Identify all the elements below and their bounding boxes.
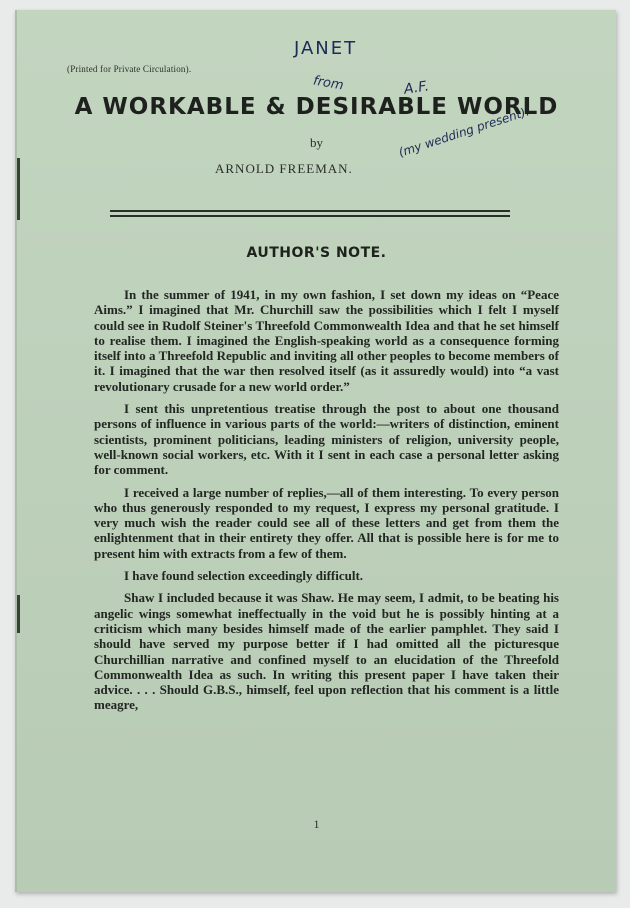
handwritten-note: (my wedding present). xyxy=(396,104,531,160)
author-name: ARNOLD FREEMAN. xyxy=(215,161,353,176)
paragraph: I sent this unpretentious treatise through the post to about one thousand persons of influence in various parts of the world:—writers of distinction, eminent scientists, prominent politicians, leading ministers of religion, university people, well-known social workers, etc. With it I sent in each case a personal letter asking for comment. xyxy=(94,401,559,478)
byline: by xyxy=(310,135,323,150)
handwritten-name: JANET xyxy=(294,38,358,59)
paragraph: In the summer of 1941, in my own fashion, I set down my ideas on “Peace Aims.” I imagined that Mr. Churchill saw the possibilities which I felt I myself could see in Rudolf Steiner's Threefold Commonwealth Idea and that he set himself to realise them. I imagined the English-speaking world as a consequence forming itself into a Threefold Republic and inviting all other peoples to become members of it. I imagined that the war then resolved itself (as it assuredly would) into “a vast revolutionary crusade for a new world order.” xyxy=(94,287,559,394)
authors-note-heading: AUTHOR'S NOTE. xyxy=(246,245,387,261)
paragraph: Shaw I included because it was Shaw. He may seem, I admit, to be beating his angelic wings somewhat ineffectually in the void but he is possibly hinting at a criticism which many besides himself made of the earlier pamphlet. They said I should have served my purpose better if I had omitted all the picturesque Churchillian narrative and confined myself to an elucidation of the Threefold Commonwealth Idea as such. In writing this present paper I have taken their advice. . . . Should G.B.S., himself, feel upon reflection that his comment is a little meagre, xyxy=(94,590,559,713)
title-rule-top xyxy=(110,210,510,212)
spine-mark xyxy=(17,595,20,633)
handwritten-from: from xyxy=(311,73,345,94)
pamphlet-page xyxy=(15,10,616,892)
paragraph: I received a large number of replies,—all of them interesting. To every person who thus generously responded to my request, I express my personal gratitude. I very much wish the reader could see all of these letters and get from them the enlightenment that in their entirety they offer. All that is possible here is for me to present him with extracts from a few of them. xyxy=(94,484,559,561)
body-text xyxy=(94,287,559,720)
page-number: 1 xyxy=(313,817,320,831)
title-rule-bottom xyxy=(110,215,510,217)
paragraph: I have found selection exceedingly difficult. xyxy=(124,568,364,584)
pamphlet-title: A WORKABLE & DESIRABLE WORLD xyxy=(74,94,559,120)
handwritten-initials: A.F. xyxy=(403,78,430,98)
spine-mark xyxy=(17,158,20,220)
private-circulation-note: (Printed for Private Circulation). xyxy=(67,64,192,74)
